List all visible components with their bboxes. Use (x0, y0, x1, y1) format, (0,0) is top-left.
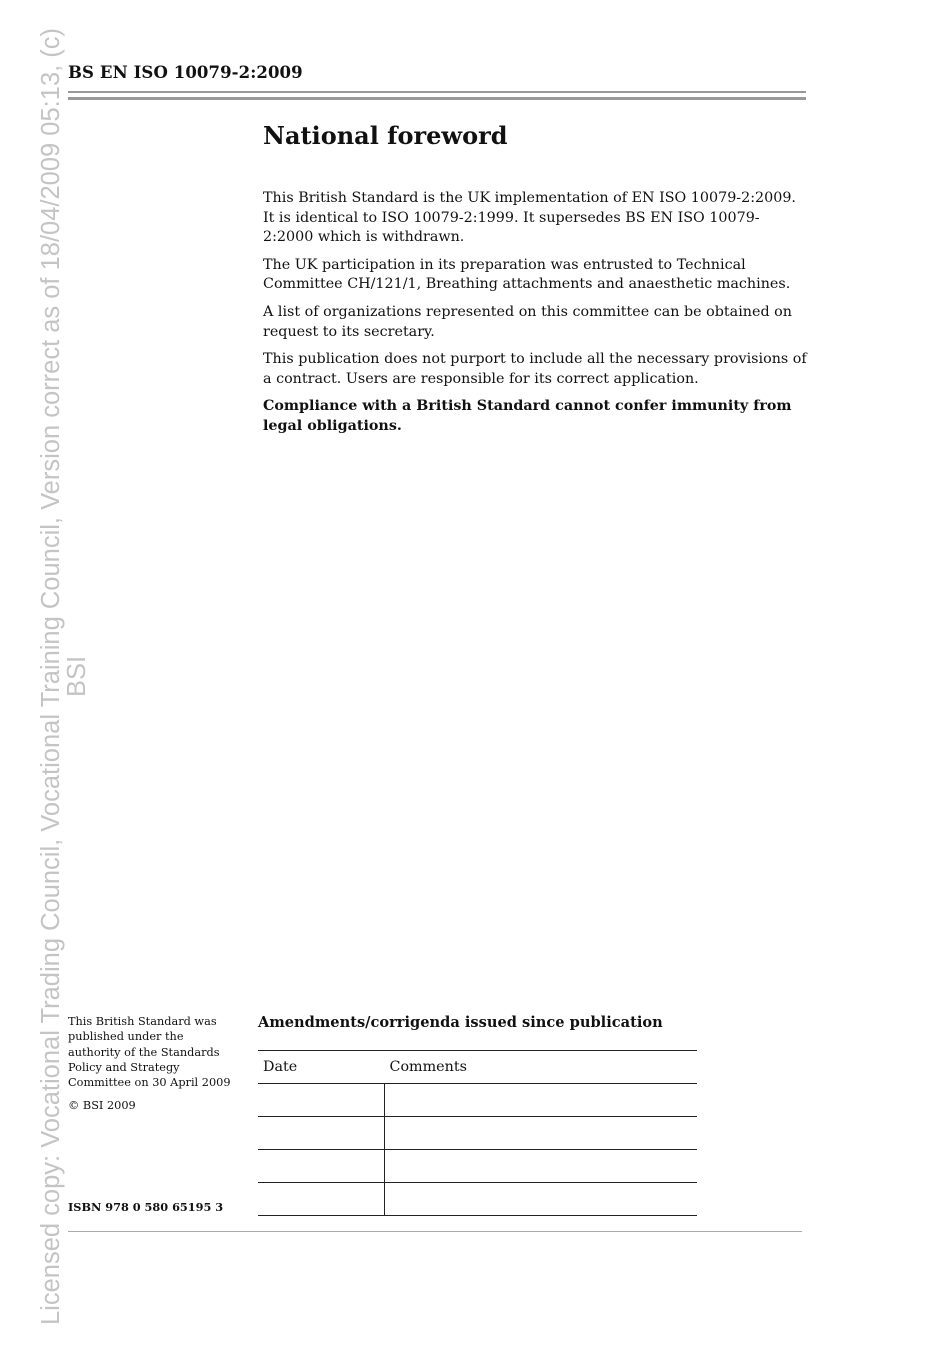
table-cell-date (258, 1150, 385, 1183)
footer-rule (68, 1231, 802, 1232)
table-cell-comments (385, 1084, 698, 1117)
table-cell-date (258, 1117, 385, 1150)
amendments-title: Amendments/corrigenda issued since publication (258, 1014, 663, 1031)
paragraph-provisions: This publication does not purport to include all the necessary provisions of a contract. Users are responsible for its correct application. (263, 351, 807, 387)
license-watermark (38, 28, 90, 1325)
copyright-notice: © BSI 2009 (68, 1099, 136, 1113)
table-row (258, 1117, 697, 1150)
watermark-line-2: BSI (63, 655, 91, 698)
standard-code: BS EN ISO 10079-2:2009 (68, 63, 303, 82)
watermark-line-1: Licensed copy: Vocational Trading Council, Vocational Training Council, Version correct as of 18/04/2009 05:13, (c) (37, 27, 65, 1325)
publication-info (68, 1014, 233, 1122)
table-cell-date (258, 1084, 385, 1117)
publication-statement: This British Standard was published under the authority of the Standards Policy and Strategy Committee on 30 April 2009 (68, 1015, 231, 1090)
paragraph-compliance: Compliance with a British Standard cannot confer immunity from legal obligations. (263, 398, 792, 434)
page-title: National foreword (263, 121, 508, 150)
paragraph-implementation: This British Standard is the UK implementation of EN ISO 10079-2:2009. It is identical to ISO 10079-2:1999. It supersedes BS EN ISO 10079-2:2000 which is withdrawn. (263, 190, 796, 246)
table-row (258, 1084, 697, 1117)
table-header-row (258, 1051, 697, 1084)
paragraph-committee: The UK participation in its preparation was entrusted to Technical Committee CH/121/1, Breathing attachments and anaesthetic machines. (263, 256, 791, 293)
column-header-comments: Comments (385, 1051, 698, 1084)
table-row (258, 1150, 697, 1183)
amendments-table (258, 1050, 697, 1216)
table-cell-comments (385, 1183, 698, 1216)
header-rule-top (68, 91, 806, 93)
paragraph-organizations: A list of organizations represented on this committee can be obtained on request to its secretary. (263, 303, 792, 340)
isbn: ISBN 978 0 580 65195 3 (68, 1200, 224, 1214)
column-header-date: Date (258, 1051, 385, 1084)
foreword-body (263, 189, 808, 445)
header-rule-bottom (68, 97, 806, 100)
table-cell-comments (385, 1150, 698, 1183)
table-cell-date (258, 1183, 385, 1216)
table-cell-comments (385, 1117, 698, 1150)
table-row (258, 1183, 697, 1216)
